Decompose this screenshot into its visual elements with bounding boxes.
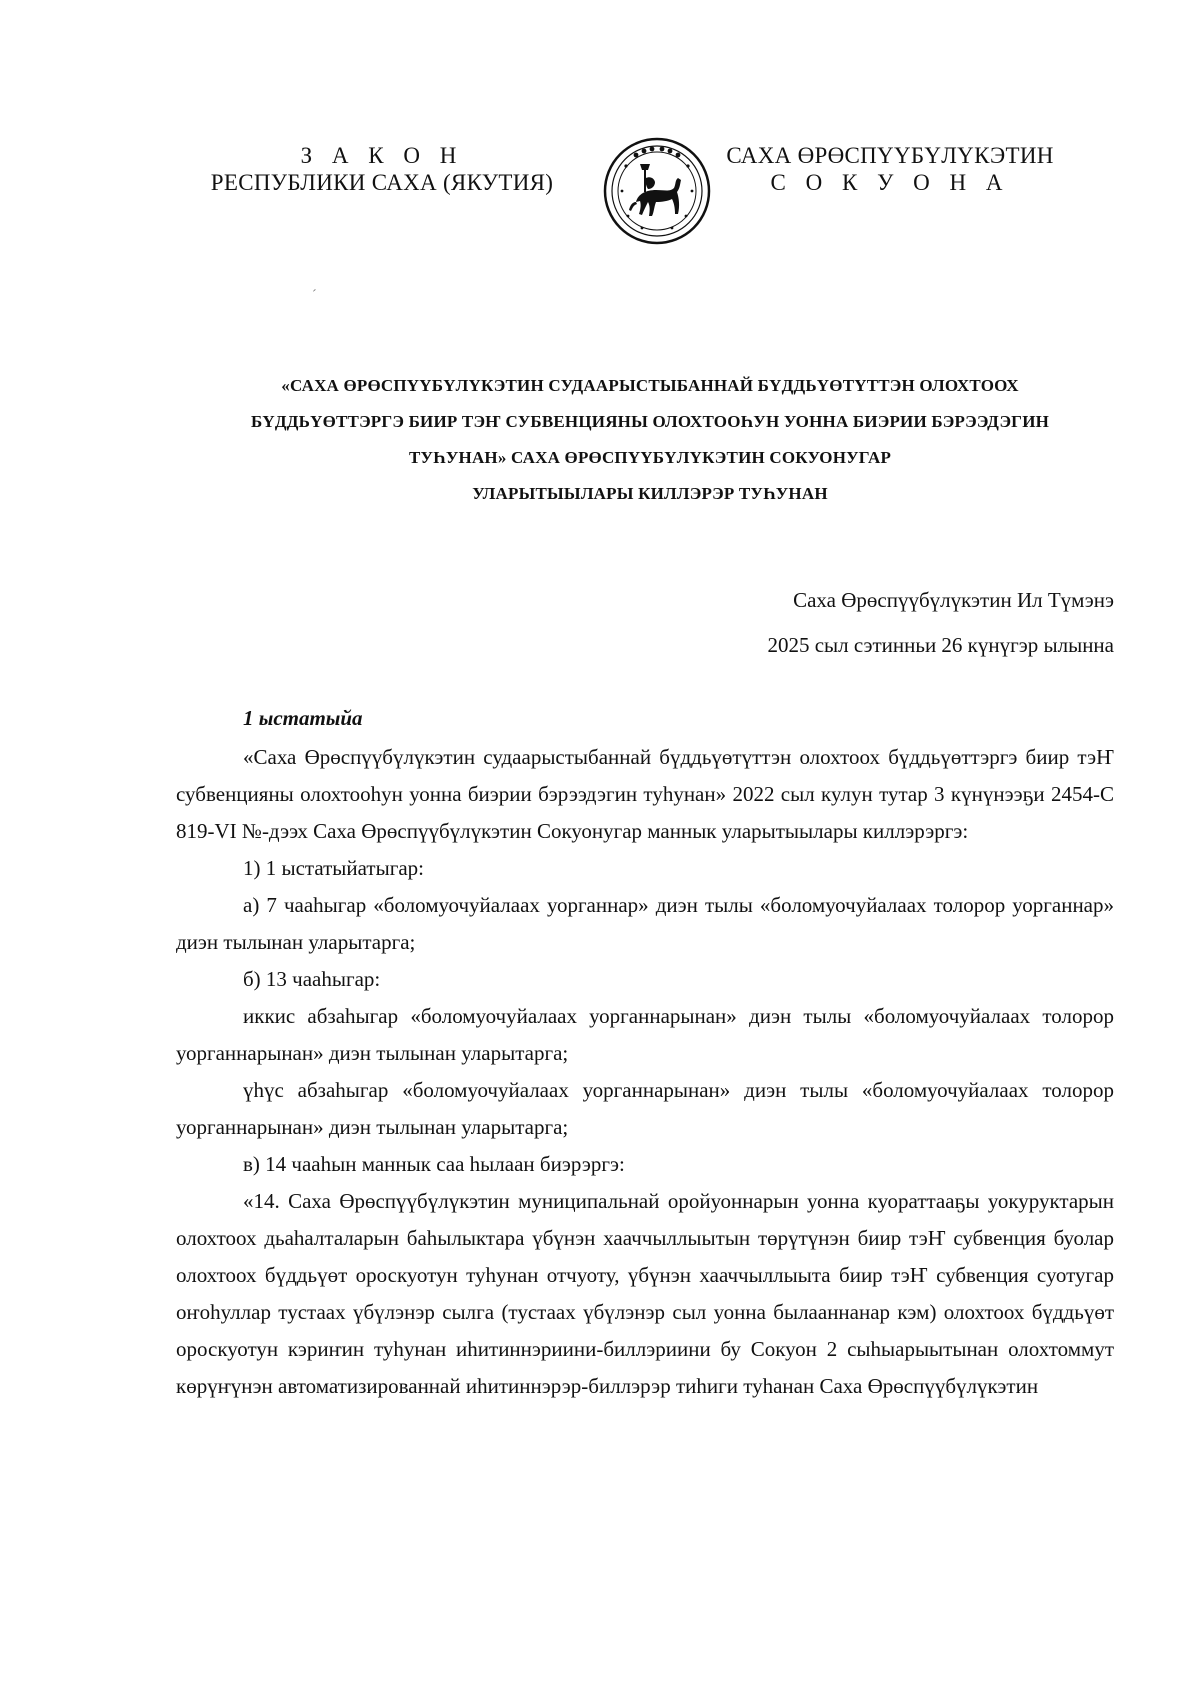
article-paragraph: «14. Саха Өрөспүүбүлүкэтин муниципальнай оройуоннарын уонна куораттааҕы уокуруктарын олохтоох дьаһалталарын баһылыктара үбүнэн хааччыллыытын төрүтүнэн биир тэҤ субвенция буолар олохтоох бүддьүөт ороскуотун туһунан отчуоту, үбүнэн хааччыллыыта биир тэҤ субвенция суотугар оҥоһуллар тустаах үбүлэнэр сылга (тустаах үбүлэнэр сыл уонна былааннанар кэм) олохтоох бүддьүөт ороскуотун кэриҥин туһунан иһитиннэриини-биллэриини бу Сокуон 2 сыһыарыытынан олохтоммут көрүҥүнэн автоматизированнай иһитиннэрэр-биллэрэр тиһиги туһанан Саха Өрөспүүбүлүкэтин xyxy=(176,1189,1114,1398)
header-republic-name-sakha: САХА ӨРӨСПҮҮБҮЛҮКЭТИН xyxy=(726,143,1054,168)
scan-mark: ˊ xyxy=(312,288,317,303)
document-title xyxy=(170,368,1130,512)
article-paragraph: 1) 1 ыстатыйатыгар: xyxy=(243,856,424,880)
header-law-word-sakha: С О К У О Н А xyxy=(770,170,1010,195)
header-russian xyxy=(192,142,572,196)
article-paragraph: в) 14 чааһын маннык саа һылаан биэрэргэ: xyxy=(243,1152,625,1176)
title-line-2: БҮДДЬҮӨТТЭРГЭ БИИР ТЭҤ СУБВЕНЦИЯНЫ ОЛОХТООҺУН УОННА БИЭРИИ БЭРЭЭДЭГИН xyxy=(250,412,1050,431)
article-paragraph: а) 7 чааһыгар «боломуочуйалаах уорганнар» диэн тылы «боломуочуйалаах толорор уорганнар» диэн тылынан уларытарга; xyxy=(176,893,1114,954)
header-law-word: З А К О Н xyxy=(300,143,464,168)
header-republic-name-ru: РЕСПУБЛИКИ САХА (ЯКУТИЯ) xyxy=(210,170,554,195)
title-line-1: «САХА ӨРӨСПҮҮБҮЛҮКЭТИН СУДААРЫСТЫБАННАЙ БҮДДЬҮӨТҮТТЭН ОЛОХТООХ xyxy=(281,376,1019,395)
article-paragraph: б) 13 чааһыгар: xyxy=(243,967,381,991)
article-title: 1 ыстатыйа xyxy=(243,706,363,730)
sakha-republic-emblem-icon xyxy=(602,136,712,246)
adoption-date: 2025 сыл сэтинньи 26 күнүгэр ылынна xyxy=(767,633,1114,657)
article-body xyxy=(176,700,1114,1405)
adopting-body: Саха Өрөспүүбүлүкэтин Ил Түмэнэ xyxy=(793,588,1114,612)
header-sakha xyxy=(700,142,1080,196)
title-line-3: ТУҺУНАН» САХА ӨРӨСПҮҮБҮЛҮКЭТИН СОКУОНУГАР xyxy=(408,448,892,467)
article-paragraph: «Саха Өрөспүүбүлүкэтин судаарыстыбаннай бүддьүөтүттэн олохтоох бүддьүөттэргэ биир тэҤ субвенцияны олохтооһун уонна биэрии бэрээдэгин туһунан» 2022 сыл кулун тутар 3 күнүнээҕи 2454-С 819-VI №-дээх Саха Өрөспүүбүлүкэтин Сокуонугар маннык уларытыылары киллэрэргэ: xyxy=(176,745,1114,843)
article-paragraph: үһүс абзаһыгар «боломуочуйалаах уорганнарынан» диэн тылы «боломуочуйалаах толорор уорганнарынан» диэн тылынан уларытарга; xyxy=(176,1078,1114,1139)
article-paragraph: иккис абзаһыгар «боломуочуйалаах уорганнарынан» диэн тылы «боломуочуйалаах толорор уорганнарынан» диэн тылынан уларытарга; xyxy=(176,1004,1114,1065)
adoption-block xyxy=(767,578,1114,668)
title-line-4: УЛАРЫТЫЫЛАРЫ КИЛЛЭРЭР ТУҺУНАН xyxy=(472,484,828,503)
